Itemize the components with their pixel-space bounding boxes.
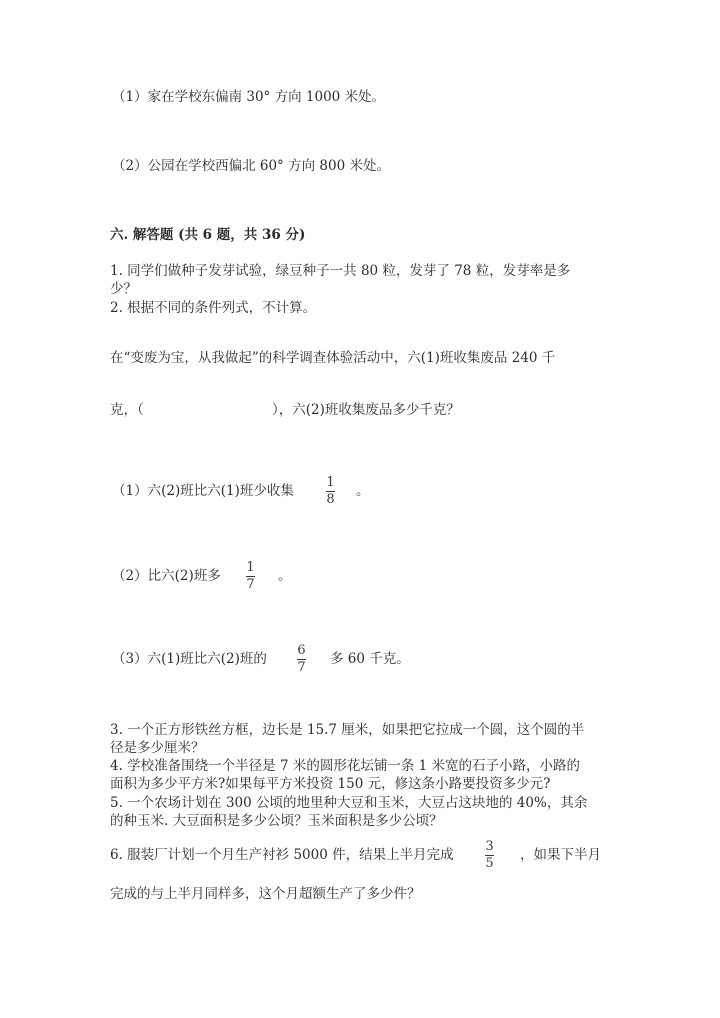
fraction-numerator: 1 <box>326 475 335 490</box>
fraction-denominator: 7 <box>297 660 306 675</box>
q3-line2: 径是多少厘米？ <box>110 740 205 756</box>
section5-item1: （1）家在学校东偏南 30° 方向 1000 米处。 <box>112 89 386 105</box>
q2-context-line2-start: 克，（ <box>110 402 144 418</box>
fraction-numerator: 1 <box>246 560 255 575</box>
q5-line1: 5. 一个农场计划在 300 公顷的地里种大豆和玉米，大豆占这块地的 40%，其余 <box>110 795 588 811</box>
q1-line1: 1. 同学们做种子发芽试验，绿豆种子一共 80 粒，发芽了 78 粒，发芽率是多 <box>110 263 571 279</box>
q4-line1: 4. 学校准备围绕一个半径是 7 米的圆形花坛铺一条 1 米宽的石子小路，小路的 <box>110 758 581 774</box>
condition-3: （3）六(1)班比六(2)班的 <box>112 651 267 667</box>
q6-line1: 6. 服装厂计划一个月生产衬衫 5000 件，结果上半月完成 <box>110 847 454 863</box>
q1-line2: 少？ <box>110 281 137 297</box>
section5-item2: （2）公园在学校西偏北 60° 方向 800 米处。 <box>112 158 390 174</box>
q5-line2: 的种玉米. 大豆面积是多少公顷？玉米面积是多少公顷？ <box>110 813 443 829</box>
q6-line1-end: ，如果下半月 <box>520 847 601 863</box>
condition-1-end: 。 <box>356 483 370 499</box>
condition-3-fraction <box>297 644 306 675</box>
q2-title: 2. 根据不同的条件列式，不计算。 <box>110 300 317 316</box>
fraction-denominator: 8 <box>326 492 335 507</box>
condition-2-end: 。 <box>278 568 292 584</box>
fraction-numerator: 6 <box>297 643 306 658</box>
fraction-denominator: 7 <box>246 577 255 592</box>
condition-1: （1）六(2)班比六(1)班少收集 <box>112 483 294 499</box>
condition-1-fraction <box>326 476 335 507</box>
section6-heading: 六. 解答题 (共 6 题，共 36 分) <box>110 227 306 243</box>
condition-2: （2）比六(2)班多 <box>112 568 221 584</box>
condition-3-end: 多 60 千克。 <box>330 651 410 667</box>
q6-line2: 完成的与上半月同样多，这个月超额生产了多少件？ <box>110 886 421 902</box>
q3-line1: 3. 一个正方形铁丝方框，边长是 15.7 厘米，如果把它拉成一个圆，这个圆的半 <box>110 722 585 738</box>
q6-fraction <box>485 840 494 871</box>
condition-2-fraction <box>246 561 255 592</box>
fraction-denominator: 5 <box>485 856 494 871</box>
q2-context-line2-end: ），六(2)班收集废品多少千克？ <box>272 402 460 418</box>
q2-context-line1: 在“变废为宝，从我做起”的科学调查体验活动中，六(1)班收集废品 240 千 <box>110 350 556 366</box>
fraction-numerator: 3 <box>485 839 494 854</box>
q4-line2: 面积为多少平方米?如果每平方米投资 150 元，修这条小路要投资多少元? <box>110 776 551 792</box>
